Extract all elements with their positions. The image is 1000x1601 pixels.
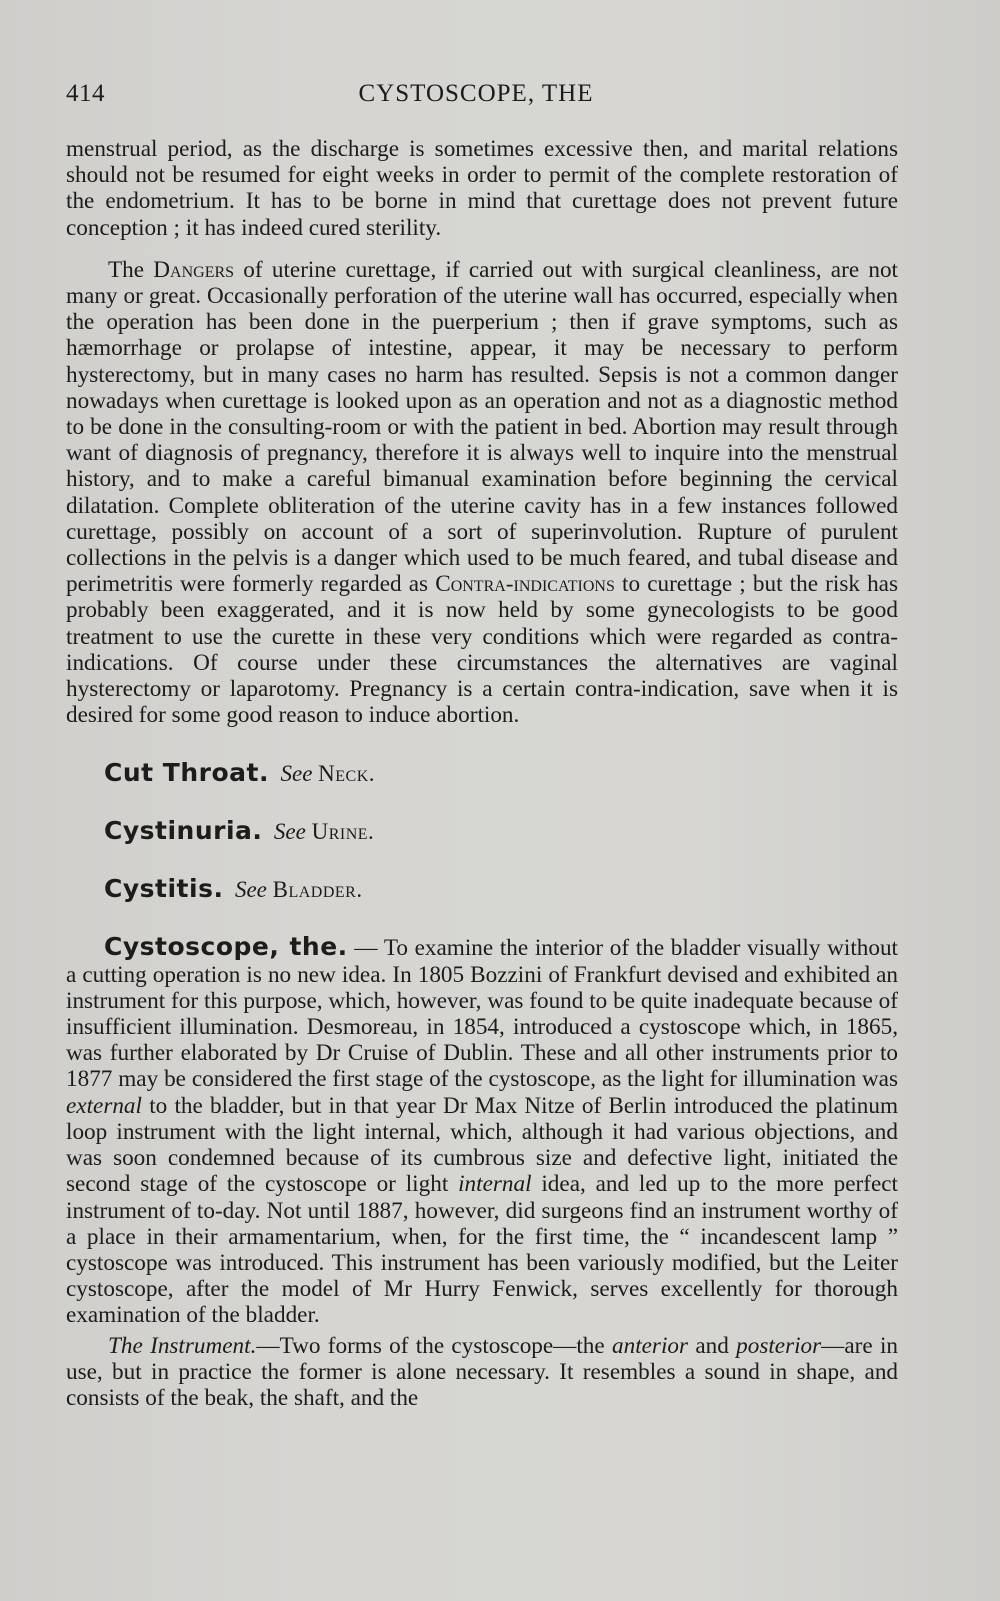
em-dash: — <box>347 935 384 962</box>
instrument-text-a: —Two forms of the cystoscope—the <box>256 1332 612 1359</box>
see-label: See <box>273 819 306 845</box>
contra-indications-term: Contra-indications <box>435 571 615 598</box>
cystoscope-text-a: To examine the interior of the bladder visually without a cutting operation is no new idea. In 1805 Bozzini of Frankfurt devised and exhibited an instrument for this purpose, which, however, was found to be quite inadequate because of insufficient illumination. Desmoreau, in 1854, introduced a cystoscope which, in 1865, was further elaborated by Dr Cruise of Dublin. These and all other instruments prior to 1877 may be considered the first stage of the cystoscope, as the light for illumination was <box>66 935 898 1093</box>
paragraph-instrument <box>66 1333 898 1412</box>
dangers-body: of uterine curettage, if carried out with surgical cleanliness, are not many or great. Occasionally perforation of the uterine wall has occurred, especially when the operation has been done in the puerperium ; then if grave symptoms, such as hæmorrhage or prolapse of intestine, appear, it may be necessary to perform hysterectomy, but in many cases no harm has resulted. Sepsis is not a common danger nowadays when curettage is looked upon as an operation and not as a diagnostic method to be done in the consulting-room or with the patient in bed. Abortion may result through want of diagnosis of pregnancy, therefore it is always well to inquire into the menstrual history, and to make a careful bimanual examination before beginning the cervical dilatation. Complete obliteration of the uterine cavity has in a few instances followed curettage, possibly on account of a sort of superinvolution. Rupture of purulent collections in the pelvis is a danger which used to be much feared, and tubal disease and perimetritis were formerly regarded as <box>66 256 898 598</box>
cystoscope-text-b: to the bladder, but in that year Dr Max Nitze of Berlin introduced the platinum loop instrument with the light internal, which, although it had various objections, and was soon condemned because of its cumbrous size and defective light, initiated the second stage of the cystoscope or light <box>66 1092 898 1198</box>
entry-title: Cystinuria. <box>104 816 263 846</box>
running-head: CYSTOSCOPE, THE <box>358 80 594 107</box>
page-header <box>66 80 886 112</box>
entry-title-cystoscope: Cystoscope, the. <box>104 932 348 962</box>
paragraph-cystoscope <box>66 934 898 1328</box>
entry-title: Cut Throat. <box>104 758 269 788</box>
entry-cystitis <box>66 876 898 934</box>
emphasis-posterior: posterior <box>736 1332 822 1359</box>
cross-reference-link: Urine. <box>311 819 375 845</box>
body-text <box>66 136 898 1411</box>
see-label: See <box>280 761 313 787</box>
emphasis-internal: internal <box>458 1171 532 1198</box>
page-number: 414 <box>66 80 105 107</box>
cystoscope-text-c: idea, and led up to the more perfect instrument of to-day. Not until 1887, however, did surgeons find an instrument worthy of a place in their armamentarium, when, for the first time, the “ incandescent lamp ” cystoscope was introduced. This instrument has been variously modified, but the Leiter cystoscope, after the model of Mr Hurry Fenwick, serves excellently for thorough examination of the bladder. <box>66 1171 898 1329</box>
paragraph-curettage-continued: menstrual period, as the discharge is sometimes excessive then, and marital relations should not be resumed for eight weeks in order to permit of the complete restoration of the endometrium. It has to be borne in mind that curettage does not prevent future conception ; it has indeed cured sterility. <box>66 136 898 241</box>
emphasis-anterior: anterior <box>612 1332 689 1359</box>
instrument-heading: The Instrument. <box>108 1332 257 1359</box>
instrument-text-c: —are in use, but in practice the former is alone necessary. It resembles a sound in shape, and consists of the beak, the shaft, and the <box>66 1332 898 1411</box>
dangers-tail: to curettage ; but the risk has probably been exaggerated, and it is now held by some gynecologists to be good treatment to use the curette in these very conditions which were regarded as contra-indications. Of course under these circumstances the alternatives are vaginal hysterectomy or laparotomy. Pregnancy is a certain contra-indication, save when it is desired for some good reason to induce abortion. <box>66 571 898 729</box>
paragraph-dangers <box>66 257 898 729</box>
entry-title: Cystitis. <box>104 874 224 904</box>
entry-cystinuria <box>66 818 898 876</box>
instrument-text-b: and <box>688 1332 737 1359</box>
cross-reference-link: Neck. <box>318 761 376 787</box>
see-label: See <box>234 877 267 903</box>
emphasis-external: external <box>66 1092 142 1119</box>
dangers-term: Dangers <box>153 256 235 283</box>
entry-cut-throat <box>66 760 898 818</box>
cross-reference-link: Bladder. <box>272 877 363 903</box>
dangers-lead: The <box>108 256 154 283</box>
